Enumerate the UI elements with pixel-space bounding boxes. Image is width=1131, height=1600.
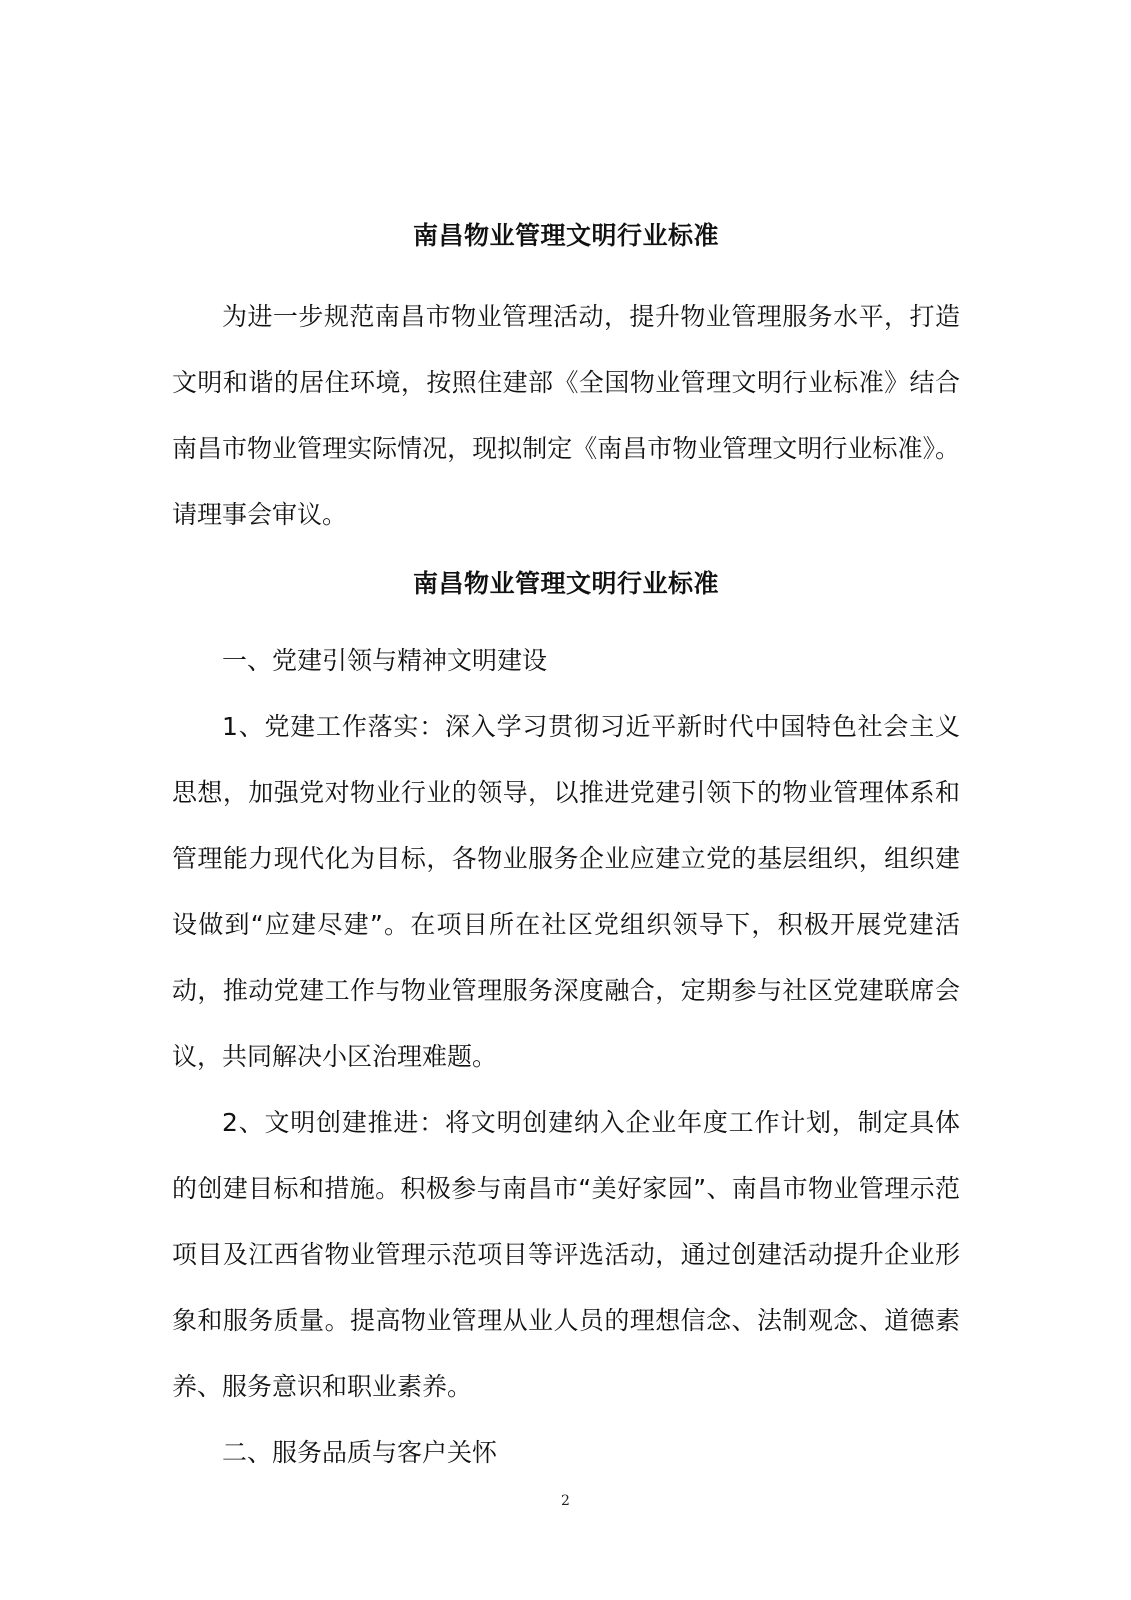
section-heading-1: 一、党建引领与精神文明建设 [222,646,548,675]
document-body [172,218,960,1486]
page-number: 2 [561,1493,570,1509]
item-paragraph-2: 2、文明创建推进：将文明创建纳入企业年度工作计划，制定具体的创建目标和措施。积极参与南昌市“美好家园”、南昌市物业管理示范项目及江西省物业管理示范项目等评选活动，通过创建活动提升企业形象和服务质量。提高物业管理从业人员的理想信念、法制观念、道德素养、服务意识和职业素养。 [172,1108,960,1401]
document-title: 南昌物业管理文明行业标准 [412,221,719,250]
standard-title: 南昌物业管理文明行业标准 [412,569,719,598]
item-paragraph-1: 1、党建工作落实：深入学习贯彻习近平新时代中国特色社会主义思想，加强党对物业行业的领导，以推进党建引领下的物业管理体系和管理能力现代化为目标，各物业服务企业应建立党的基层组织，组织建设做到“应建尽建”。在项目所在社区党组织领导下，积极开展党建活动，推动党建工作与物业管理服务深度融合，定期参与社区党建联席会议，共同解决小区治理难题。 [172,712,960,1071]
intro-paragraph: 为进一步规范南昌市物业管理活动，提升物业管理服务水平，打造文明和谐的居住环境，按照住建部《全国物业管理文明行业标准》结合南昌市物业管理实际情况，现拟制定《南昌市物业管理文明行业标准》。请理事会审议。 [172,302,960,529]
section-heading-2: 二、服务品质与客户关怀 [222,1438,498,1467]
